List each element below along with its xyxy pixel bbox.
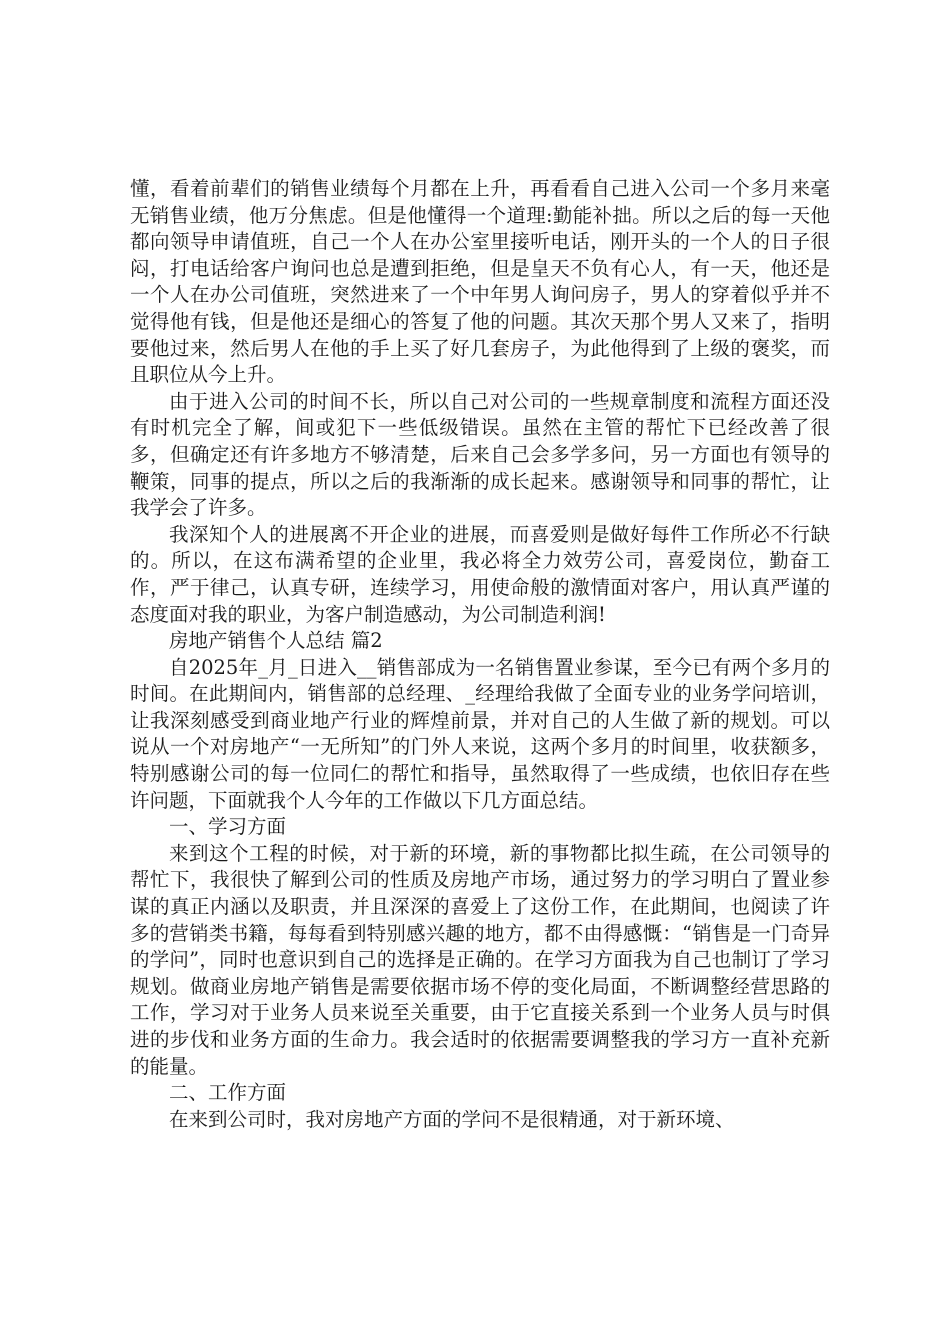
paragraph: 来到这个工程的时候，对于新的环境，新的事物都比拟生疏，在公司领导的帮忙下，我很快了解到公司的性质及房地产市场，通过努力的学习明白了置业参谋的真正内涵以及职责，并且深深的喜爱上了这份工作，在此期间，也阅读了许多的营销类书籍，每每看到特别感兴趣的地方，都不由得感慨：“销售是一门奇异的学问”，同时也意识到自己的选择是正确的。在学习方面我为自己也制订了学习规划。做商业房地产销售是需要依据市场不停的变化局面，不断调整经营思路的工作，学习对于业务人员来说至关重要，由于它直接关系到一个业务人员与时俱进的步伐和业务方面的生命力。我会适时的依据需要调整我的学习方一直补充新的能量。 bbox=[130, 841, 830, 1078]
paragraph: 自2025年_月_日进入__销售部成为一名销售置业参谋，至今已有两个多月的时间。在此期间内，销售部的总经理、_经理给我做了全面专业的业务学问培训，让我深刻感受到商业地产行业的辉煌前景，并对自己的人生做了新的规划。可以说从一个对房地产“一无所知”的门外人来说，这两个多月的时间里，收获额多，特别感谢公司的每一位同仁的帮忙和指导，虽然取得了一些成绩，也依旧存在些许问题，下面就我个人今年的工作做以下几方面总结。 bbox=[130, 655, 830, 812]
section-heading: 二、工作方面 bbox=[169, 1081, 287, 1105]
paragraph: 我深知个人的进展离不开企业的进展，而喜爱则是做好每件工作所必不行缺的。所以，在这布满希望的企业里，我必将全力效劳公司，喜爱岗位，勤奋工作，严于律己，认真专研，连续学习，用使命般的激情面对客户，用认真严谨的态度面对我的职业，为客户制造感动，为公司制造利润! bbox=[130, 522, 830, 626]
section-title: 房地产销售个人总结 篇2 bbox=[169, 629, 383, 653]
document-body bbox=[130, 176, 830, 1133]
paragraph: 由于进入公司的时间不长，所以自己对公司的一些规章制度和流程方面还没有时机完全了解，间或犯下一些低级错误。虽然在主管的帮忙下已经改善了很多，但确定还有许多地方不够清楚，后来自己会多学多问，另一方面也有领导的鞭策，同事的提点，所以之后的我渐渐的成长起来。感谢领导和同事的帮忙，让我学会了许多。 bbox=[130, 389, 830, 520]
paragraph: 在来到公司时，我对房地产方面的学问不是很精通，对于新环境、 bbox=[169, 1107, 735, 1131]
paragraph: 懂，看着前辈们的销售业绩每个月都在上升，再看看自己进入公司一个多月来毫无销售业绩，他万分焦虑。但是他懂得一个道理:勤能补拙。所以之后的每一天他都向领导申请值班，自己一个人在办公室里接听电话，刚开头的一个人的日子很闷，打电话给客户询问也总是遭到拒绝，但是皇天不负有心人，有一天，他还是一个人在办公司值班，突然进来了一个中年男人询问房子，男人的穿着似乎并不觉得他有钱，但是他还是细心的答复了他的问题。其次天那个男人又来了，指明要他过来，然后男人在他的手上买了好几套房子，为此他得到了上级的褒奖，而且职位从今上升。 bbox=[130, 177, 830, 387]
section-heading: 一、学习方面 bbox=[169, 815, 287, 839]
